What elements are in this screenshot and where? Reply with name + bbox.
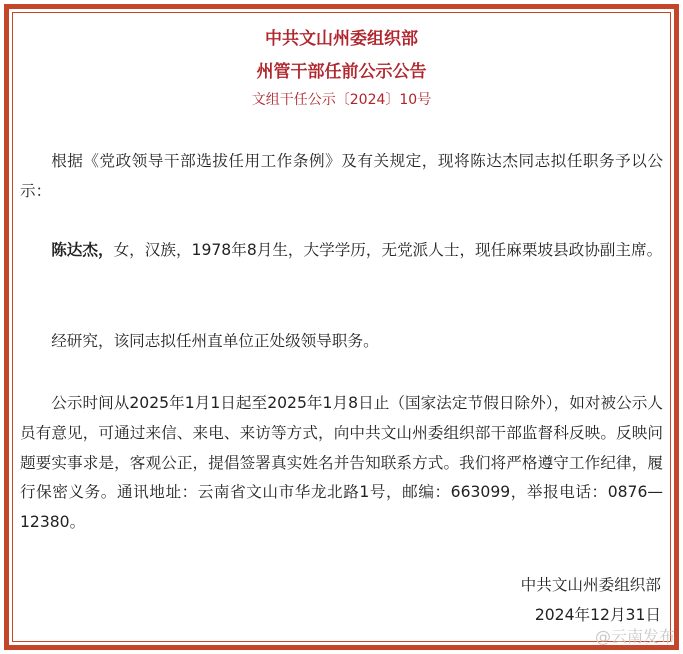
signature-date: 2024年12月31日: [534, 606, 661, 624]
paragraph-decision: [20, 327, 663, 357]
title-org: 中共文山州委组织部: [265, 29, 418, 49]
candidate-info: 女，汉族，1978年8月生，大学学历，无党派人士，现任麻栗坡县政协副主席。: [113, 241, 663, 259]
paragraph-candidate: [20, 236, 663, 266]
candidate-name: 陈达杰，: [51, 241, 114, 259]
watermark: @云南发布: [594, 627, 675, 646]
paragraph-period: [20, 389, 663, 538]
title-notice: 州管干部任前公示公告: [256, 62, 427, 82]
signature-org: 中共文山州委组织部: [520, 576, 661, 594]
intro-text: 根据《党政领导干部选拔任用工作条例》及有关规定，现将陈达杰同志拟任职务予以公示：: [20, 152, 663, 200]
decision-text: 经研究，该同志拟任州直单位正处级领导职务。: [51, 332, 379, 350]
period-text: 公示时间从2025年1月1日起至2025年1月8日止（国家法定节假日除外），如对被公示人员有意见，可通过来信、来电、来访等方式，向中共文山州委组织部干部监督科反映。反映问题要实事求是，客观公正，提倡签署真实姓名并告知联系方式。我们将严格遵守工作纪律，履行保密义务。通讯地址：云南省文山市华龙北路1号，邮编：663099，举报电话：0876—12380。: [20, 394, 663, 532]
paragraph-intro: [20, 147, 663, 207]
doc-number: 文组干任公示〔2024〕10号: [251, 92, 432, 108]
